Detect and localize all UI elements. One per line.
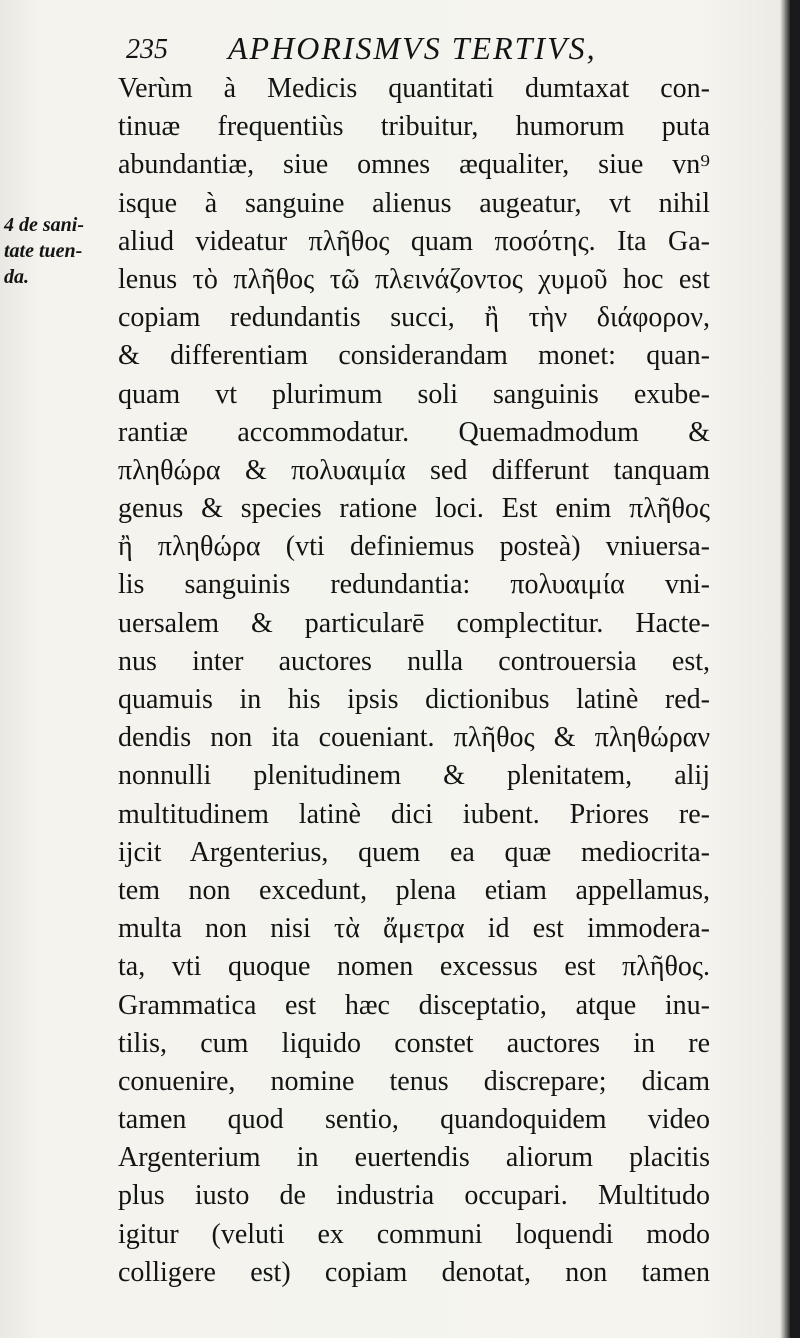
text-line: lis sanguinis redundantia: πολυαιμία vni-: [118, 569, 710, 601]
text-line: quam vt plurimum soli sanguinis exube-: [118, 378, 710, 410]
text-line: isque à sanguine alienus augeatur, vt nihil: [118, 187, 710, 219]
text-line: & differentiam considerandam monet: quan-: [118, 340, 710, 372]
text-line: Argenterium in euertendis aliorum placitis: [118, 1142, 710, 1174]
text-line: ἢ πληθώρα (vti definiemus posteà) vniuersa-: [118, 531, 710, 563]
text-line: tilis, cum liquido constet auctores in re: [118, 1027, 710, 1059]
margin-note-line: da.: [4, 266, 29, 288]
page-edge-shadow: [790, 0, 800, 1338]
text-line: πληθώρα & πολυαιμία sed differunt tanquam: [118, 454, 710, 486]
text-line: plus iusto de industria occupari. Multitudo: [118, 1180, 710, 1212]
text-line: ta, vti quoque nomen excessus est πλῆθος.: [118, 951, 710, 983]
text-line: ijcit Argenterius, quem ea quæ mediocrita-: [118, 836, 710, 868]
text-line: Verùm à Medicis quantitati dumtaxat con-: [118, 73, 710, 104]
text-line: colligere est) copiam denotat, non tamen: [118, 1256, 710, 1288]
text-line: aliud videatur πλῆθος quam ποσότης. Ita Ga-: [118, 225, 710, 257]
text-line: nus inter auctores nulla controuersia est,: [118, 645, 710, 677]
text-line: Grammatica est hæc disceptatio, atque inu-: [118, 989, 710, 1021]
text-line: uersalem & particularē complectitur. Hacte-: [118, 607, 710, 639]
margin-note: [4, 212, 124, 290]
text-line: tamen quod sentio, quandoquidem video: [118, 1104, 710, 1136]
text-line: quamuis in his ipsis dictionibus latinè red-: [118, 684, 710, 715]
page-header: [118, 28, 778, 72]
text-line: nonnulli plenitudinem & plenitatem, alij: [118, 760, 710, 792]
text-line: copiam redundantis succi, ἢ τὴν διάφορον,: [118, 302, 710, 334]
text-line: multa non nisi τὰ ἄμετρα id est immodera-: [118, 913, 710, 945]
text-line: genus & species ratione loci. Est enim πλῆθος: [118, 493, 710, 525]
margin-note-line: 4 de sani-: [4, 214, 84, 236]
text-line: abundantiæ, siue omnes æqualiter, siue vn⁹: [118, 149, 710, 181]
running-title: APHORISMVS TERTIVS,: [228, 30, 597, 66]
margin-note-line: tate tuen-: [4, 240, 83, 262]
page-number: 235: [126, 34, 168, 65]
text-line: conuenire, nomine tenus discrepare; dicam: [118, 1065, 710, 1097]
text-line: igitur (veluti ex communi loquendi modo: [118, 1218, 710, 1250]
text-line: tinuæ frequentiùs tribuitur, humorum puta: [118, 111, 710, 143]
text-line: tem non excedunt, plena etiam appellamus,: [118, 874, 710, 906]
text-line: dendis non ita coueniant. πλῆθος & πληθώραν: [118, 722, 710, 754]
text-line: rantiæ accommodatur. Quemadmodum &: [118, 416, 710, 448]
text-line: lenus τὸ πλῆθος τῶ πλεινάζοντος χυμοῦ hoc est: [118, 263, 710, 295]
text-line: multitudinem latinè dici iubent. Priores re-: [118, 798, 710, 830]
body-text: [118, 70, 710, 1292]
